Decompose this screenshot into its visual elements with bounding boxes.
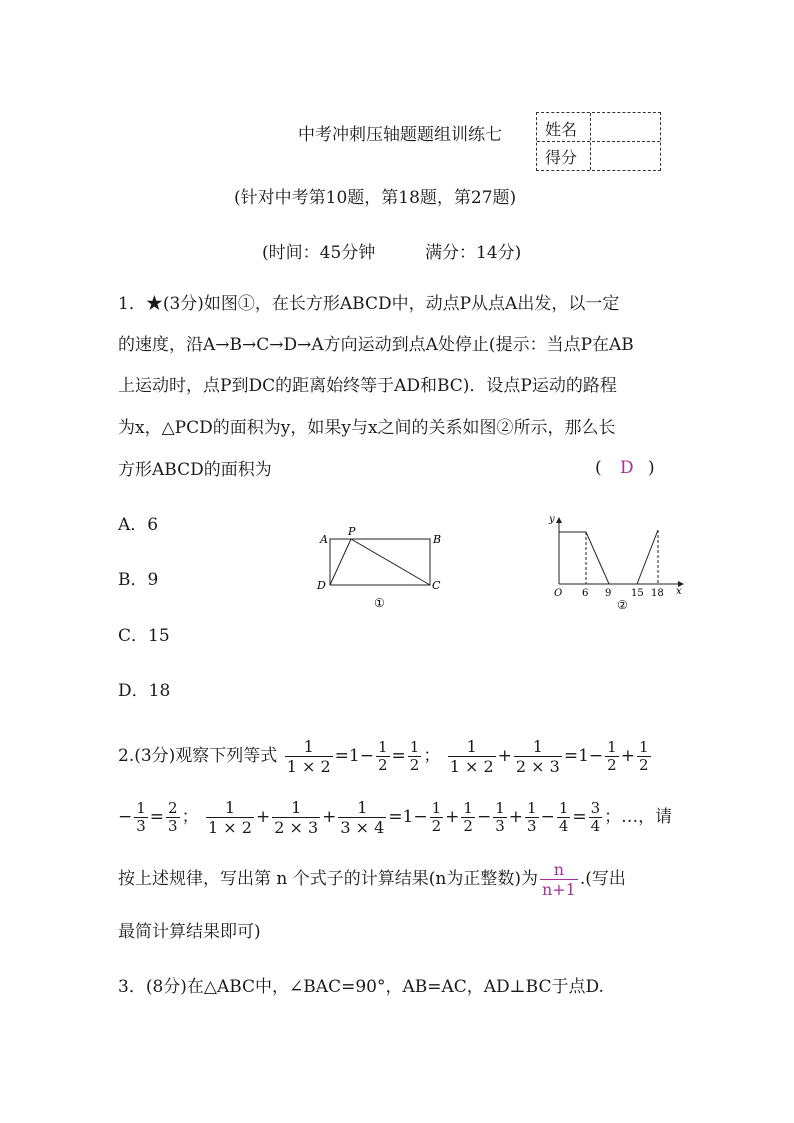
- fraction: $\frac{1}{2}$: [607, 738, 617, 774]
- fraction: $\frac{1}{3 \times 4}$: [340, 798, 385, 837]
- q1-line-4: 为x，△PCD的面积为y，如果y与x之间的关系如图②所示，那么长: [118, 418, 616, 438]
- figure-1-rectangle: [310, 522, 450, 612]
- fraction: $\frac{1}{3}$: [495, 799, 505, 835]
- page-title: 中考冲刺压轴题题组训练七: [298, 125, 502, 145]
- answer-paren-close: ): [648, 458, 655, 478]
- q2-line-1: 2.(3分)观察下列等式 $\frac{1}{1 \times 2}$ =1− $\frac{1}{2}$ = $\frac{1}{2}$ ； $\frac{1}{1 \times 2}$ + $\frac{1}{2 \times 3}$ =1− $\frac{1}{2}$ + $\frac{1}{2}$: [118, 737, 649, 776]
- axis-y-label: y: [549, 514, 555, 525]
- time-limit: (时间：45分钟: [262, 243, 376, 263]
- fraction: $\frac{2}{3}$: [168, 799, 178, 835]
- fraction: $\frac{1}{2 \times 3}$: [515, 737, 560, 776]
- fraction: $\frac{1}{4}$: [558, 799, 569, 835]
- q2-line-4: 最简计算结果即可): [118, 922, 261, 942]
- q2-line-3-text: 按上述规律，写出第 n 个式子的计算结果(n为正整数)为: [118, 869, 538, 889]
- tick-18: 18: [651, 588, 664, 599]
- q1-line-2: 的速度，沿A→B→C→D→A方向运动到点A处停止(提示：当点P在AB: [118, 335, 634, 355]
- origin-label: O: [554, 588, 563, 599]
- q2-answer: $\frac{n}{n+1}$: [541, 860, 576, 899]
- option-b: B．9: [118, 570, 159, 590]
- label-B: B: [433, 533, 442, 546]
- tick-15: 15: [631, 588, 644, 599]
- label-C: C: [432, 579, 441, 592]
- option-d: D．18: [118, 681, 171, 701]
- label-A: A: [320, 533, 328, 546]
- q2-line-2: − $\frac{1}{3}$ = $\frac{2}{3}$ ； $\frac{1}{1 \times 2}$ + $\frac{1}{2 \times 3}$ + $\frac{1}{3 \times 4}$ =1− $\frac{1}{2}$ + $\frac{1}{2}$ − $\frac{1}{3}$ + $\frac{1}{3}$ − $\frac{1}{4}$ = $\frac{3}{4}$ ；…，请: [118, 798, 673, 837]
- q1-line-3: 上运动时，点P到DC的距离始终等于AD和BC)．设点P运动的路程: [118, 376, 617, 396]
- fraction: $\frac{1}{1 \times 2}$: [449, 737, 494, 776]
- q2-intro: 2.(3分)观察下列等式: [118, 746, 278, 766]
- name-label: 姓名: [545, 120, 578, 139]
- fraction: $\frac{3}{4}$: [590, 799, 601, 835]
- fraction: $\frac{1}{2}$: [409, 738, 420, 774]
- answer-paren-open: (: [595, 458, 602, 478]
- fraction: $\frac{1}{1 \times 2}$: [208, 798, 252, 837]
- fraction: $\frac{1}{3}$: [527, 799, 537, 835]
- axis-x-label: x: [676, 586, 682, 597]
- label-D: D: [317, 579, 326, 592]
- q3-line-1: 3．(8分)在△ABC中，∠BAC=90°，AB=AC，AD⊥BC于点D.: [118, 977, 604, 997]
- tick-9: 9: [605, 588, 612, 599]
- fraction: $\frac{1}{2}$: [377, 738, 388, 774]
- fraction: $\frac{1}{2}$: [463, 799, 473, 835]
- full-score: 满分：14分): [425, 243, 522, 263]
- figure-2-graph: [545, 510, 690, 615]
- name-score-box: [536, 112, 661, 171]
- label-P: P: [348, 525, 356, 538]
- q1-line-1: 1．★(3分)如图①，在长方形ABCD中，动点P从点A出发，以一定: [118, 294, 620, 314]
- fraction: $\frac{1}{2}$: [431, 799, 442, 835]
- q2-line-3: 按上述规律，写出第 n 个式子的计算结果(n为正整数)为 $\frac{n}{n+1}$ .(写出: [118, 860, 626, 899]
- fraction: $\frac{1}{3}$: [136, 799, 146, 835]
- fraction: $\frac{1}{1 \times 2}$: [286, 737, 331, 776]
- option-c: C．15: [118, 626, 170, 646]
- q1-answer: D: [620, 458, 634, 478]
- q1-line-5: 方形ABCD的面积为: [118, 460, 272, 480]
- option-a: A．6: [118, 515, 159, 535]
- tick-6: 6: [582, 588, 589, 599]
- score-label: 得分: [545, 148, 578, 167]
- page-subtitle: (针对中考第10题，第18题，第27题): [234, 188, 517, 208]
- fraction: $\frac{1}{2 \times 3}$: [274, 798, 319, 837]
- figure-2-caption: ②: [617, 598, 628, 612]
- fraction: $\frac{1}{2}$: [638, 738, 649, 774]
- figure-1-caption: ①: [374, 596, 385, 610]
